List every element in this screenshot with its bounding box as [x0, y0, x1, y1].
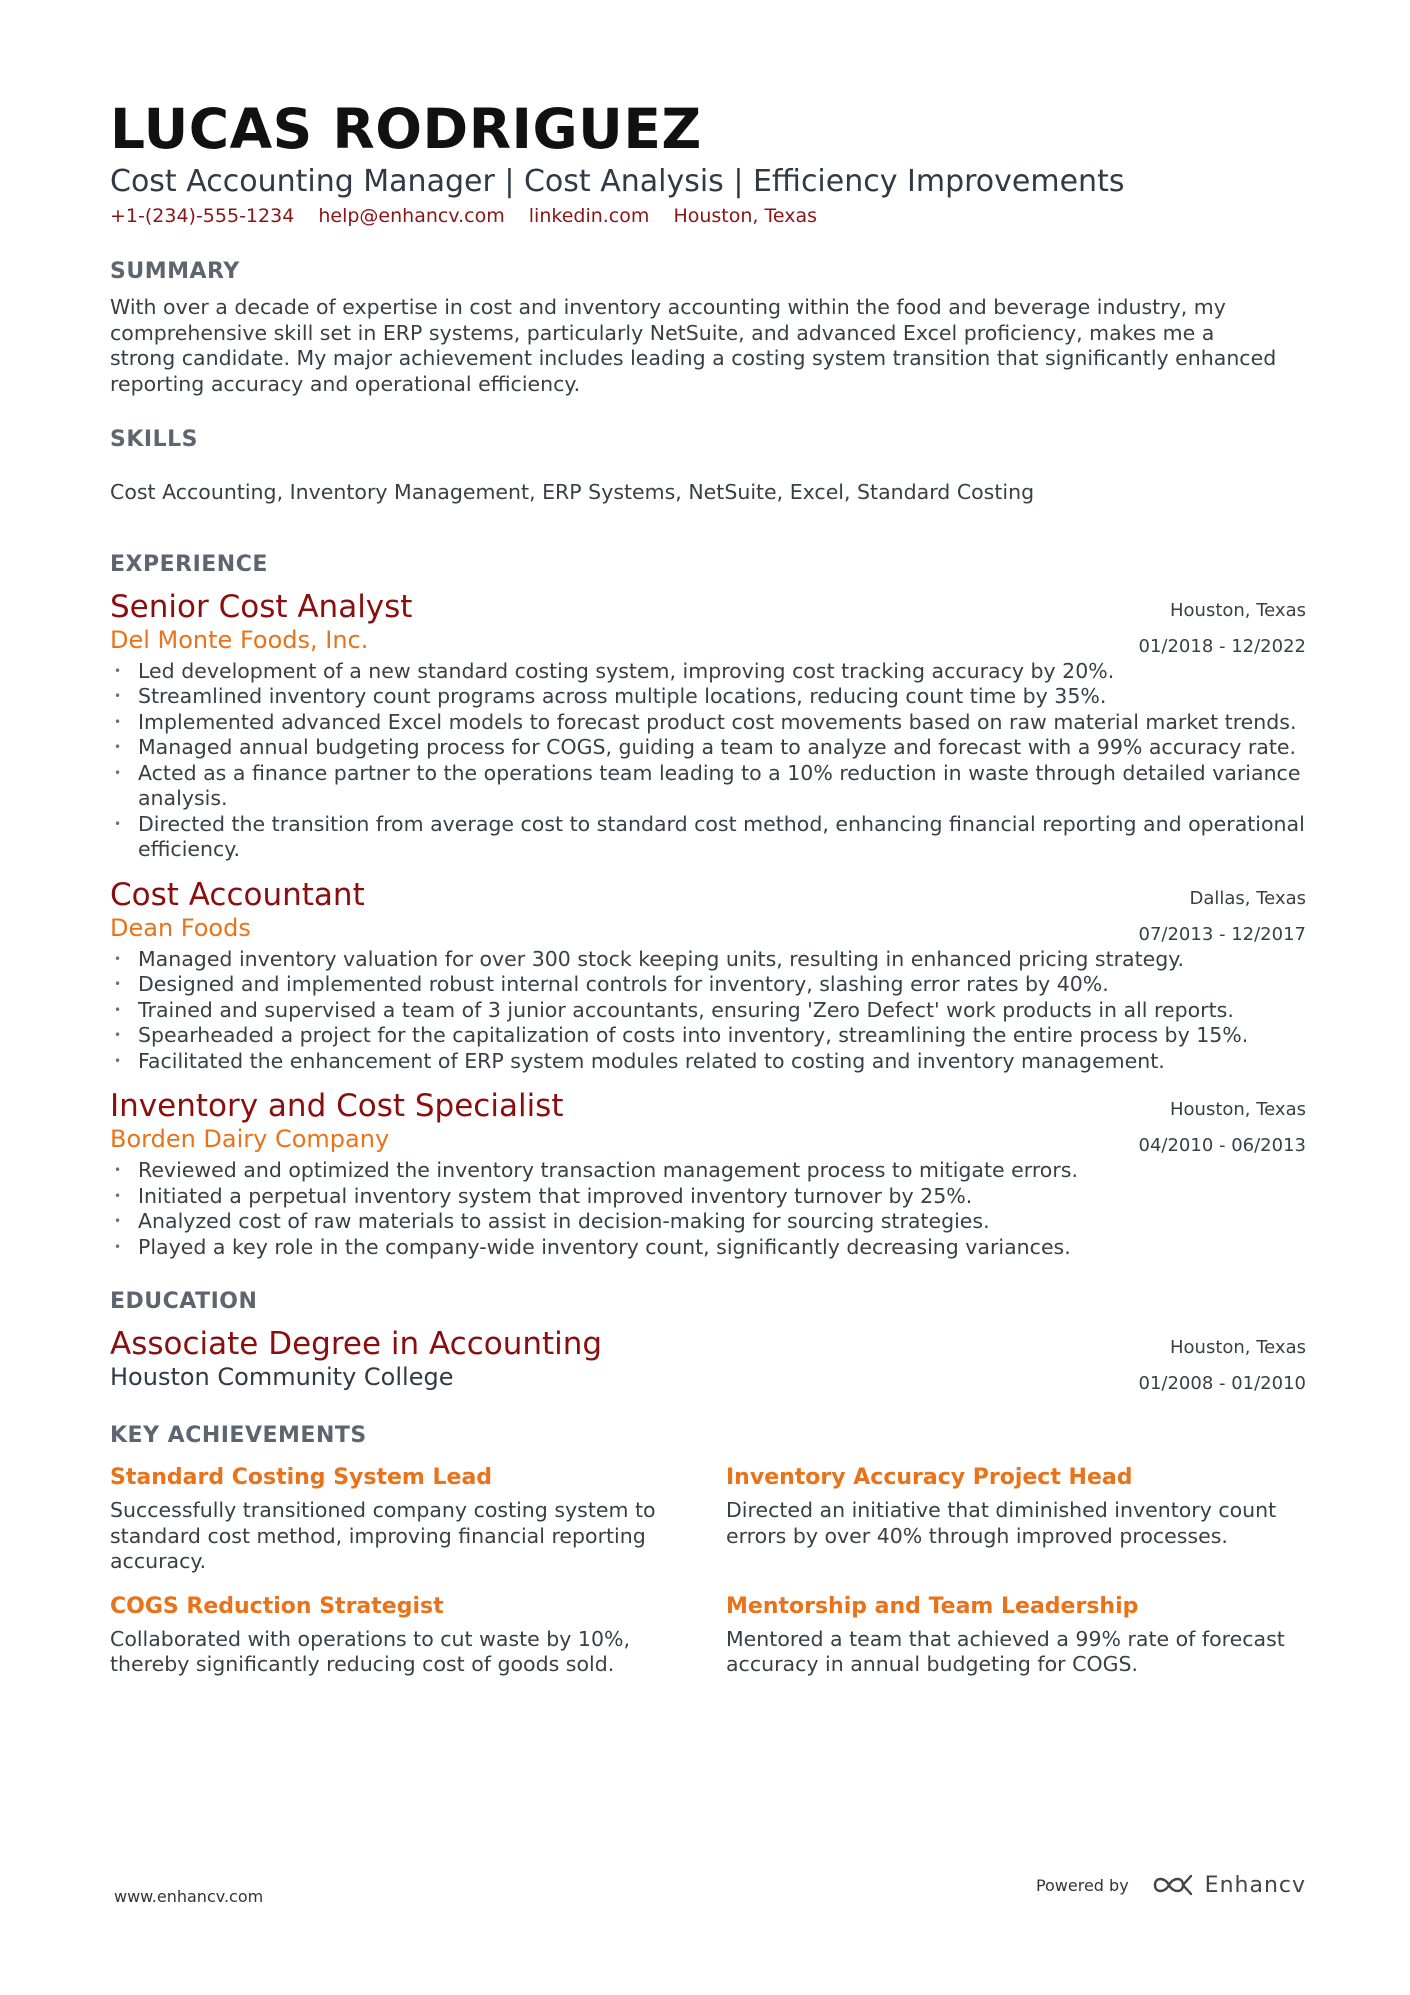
email[interactable]: help@enhancv.com	[318, 205, 505, 227]
achievement-desc: Successfully transitioned company costing system to standard cost method, improving financial reporting accuracy.	[110, 1498, 656, 1573]
list-item: • Facilitated the enhancement of ERP system modules related to costing and inventory management.	[110, 1049, 1306, 1075]
list-item: • Played a key role in the company-wide inventory count, significantly decreasing variances.	[110, 1235, 1306, 1261]
job-location: Houston, Texas	[1169, 599, 1306, 621]
achievement-desc: Directed an initiative that diminished inventory count errors by over 40% through improved processes.	[726, 1498, 1277, 1548]
job-meta	[1139, 881, 1307, 953]
list-item: • Analyzed cost of raw materials to assist in decision-making for sourcing strategies.	[110, 1209, 1306, 1235]
linkedin-link[interactable]: linkedin.com	[528, 205, 650, 227]
list-item: • Managed inventory valuation for over 300 stock keeping units, resulting in enhanced pricing strategy.	[110, 947, 1306, 973]
job-entry	[110, 1088, 1306, 1260]
achievement-title: Mentorship and Team Leadership	[726, 1593, 1139, 1619]
header	[110, 96, 1306, 228]
list-item: • Trained and supervised a team of 3 junior accountants, ensuring 'Zero Defect' work products in all reports.	[110, 998, 1306, 1024]
section-title-skills: SKILLS	[110, 427, 198, 452]
achievement-item	[110, 1593, 670, 1678]
summary-text: With over a decade of expertise in cost and inventory accounting within the food and beverage industry, my comprehensive skill set in ERP systems, particularly NetSuite, and advanced Excel proficiency, makes me a strong candidate. My major achievement includes leading a costing system transition that significantly enhanced reporting accuracy and operational efficiency.	[110, 295, 1277, 396]
list-item: • Initiated a perpetual inventory system that improved inventory turnover by 25%.	[110, 1184, 1306, 1210]
achievements-section	[110, 1422, 1306, 1678]
contact-info	[110, 204, 1306, 228]
job-title: Cost Accountant	[110, 876, 365, 913]
education-meta	[1139, 1330, 1307, 1402]
brand-name[interactable]: Enhancv	[1204, 1872, 1306, 1898]
section-title-achievements: KEY ACHIEVEMENTS	[110, 1423, 367, 1448]
achievement-title: COGS Reduction Strategist	[110, 1593, 444, 1619]
list-item: • Reviewed and optimized the inventory transaction management process to mitigate errors.	[110, 1158, 1306, 1184]
job-bullets	[110, 1158, 1306, 1260]
resume-content	[110, 96, 1306, 1678]
phone[interactable]: +1-(234)-555-1234	[110, 205, 295, 227]
job-location: Dallas, Texas	[1189, 887, 1306, 909]
job-dates: 07/2013 - 12/2017	[1138, 923, 1306, 945]
skills-text: Cost Accounting, Inventory Management, ERP Systems, NetSuite, Excel, Standard Costing	[110, 480, 1035, 504]
company-name: Dean Foods	[110, 913, 251, 942]
section-title-education: EDUCATION	[110, 1289, 258, 1314]
list-item: • Designed and implemented robust internal controls for inventory, slashing error rates by 40%.	[110, 972, 1306, 998]
footer-website[interactable]: www.enhancv.com	[114, 1887, 264, 1906]
job-title: Inventory and Cost Specialist	[110, 1088, 564, 1124]
job-title: Senior Cost Analyst	[110, 588, 413, 625]
achievement-desc: Mentored a team that achieved a 99% rate of forecast accuracy in annual budgeting for COGS.	[726, 1626, 1285, 1676]
list-item: • Managed annual budgeting process for COGS, guiding a team to analyze and forecast with a 99% accuracy rate.	[110, 735, 1306, 761]
achievement-item	[726, 1464, 1286, 1575]
list-item: • Directed the transition from average cost to standard cost method, enhancing financial reporting and operational efficiency.	[110, 812, 1306, 863]
job-dates: 01/2018 - 12/2022	[1138, 635, 1306, 657]
list-item: • Implemented advanced Excel models to forecast product cost movements based on raw material market trends.	[110, 710, 1306, 736]
job-bullets	[110, 659, 1306, 863]
job-dates: 04/2010 - 06/2013	[1138, 1135, 1306, 1156]
footer-branding	[1036, 1872, 1306, 1898]
achievement-title: Standard Costing System Lead	[110, 1465, 493, 1490]
company-name: Borden Dairy Company	[110, 1125, 390, 1153]
achievement-title: Inventory Accuracy Project Head	[726, 1465, 1133, 1490]
education-entry	[110, 1326, 1306, 1392]
job-bullets	[110, 947, 1306, 1075]
education-section	[110, 1288, 1306, 1392]
education-location: Houston, Texas	[1169, 1337, 1306, 1358]
skills-section	[110, 426, 1306, 506]
powered-by-label: Powered by	[1035, 1875, 1129, 1895]
education-dates: 01/2008 - 01/2010	[1138, 1373, 1306, 1394]
summary-section	[110, 258, 1306, 397]
job-meta	[1139, 593, 1307, 665]
headline: Cost Accounting Manager | Cost Analysis | Efficiency Improvements	[110, 164, 1125, 199]
achievements-grid	[110, 1464, 1306, 1678]
list-item: • Spearheaded a project for the capitalization of costs into inventory, streamlining the entire process by 15%.	[110, 1023, 1306, 1049]
experience-section	[110, 551, 1306, 1261]
location: Houston, Texas	[673, 205, 818, 227]
achievement-desc: Collaborated with operations to cut waste by 10%, thereby significantly reducing cost of goods sold.	[110, 1626, 630, 1676]
section-title-experience: EXPERIENCE	[110, 551, 268, 577]
achievement-item	[726, 1593, 1286, 1678]
degree-title: Associate Degree in Accounting	[110, 1326, 603, 1362]
enhancv-logo-icon	[1151, 1872, 1197, 1898]
candidate-name: LUCAS RODRIGUEZ	[110, 97, 702, 161]
list-item: • Acted as a finance partner to the operations team leading to a 10% reduction in waste through detailed variance analysis.	[110, 761, 1306, 812]
job-entry	[110, 589, 1306, 863]
job-meta	[1139, 1092, 1307, 1164]
job-entry	[110, 877, 1306, 1075]
section-title-summary: SUMMARY	[110, 259, 240, 284]
list-item: • Streamlined inventory count programs across multiple locations, reducing count time by 35%.	[110, 684, 1306, 710]
job-location: Houston, Texas	[1169, 1099, 1306, 1120]
achievement-item	[110, 1464, 670, 1575]
list-item: • Led development of a new standard costing system, improving cost tracking accuracy by 20%.	[110, 659, 1306, 685]
company-name: Del Monte Foods, Inc.	[110, 625, 369, 654]
school-name: Houston Community College	[110, 1363, 454, 1391]
